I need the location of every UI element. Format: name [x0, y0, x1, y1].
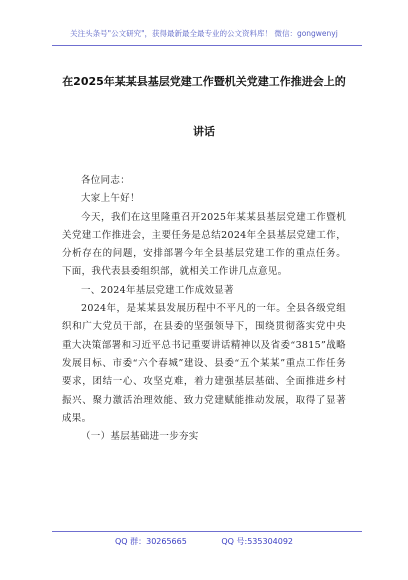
document-title-line1: 在2025年某某县基层党建工作暨机关党建工作推进会上的 — [62, 75, 346, 88]
greeting: 大家上午好！ — [81, 193, 140, 205]
header-note: 关注头条号"公文研究"，获得最新最全最专业的公文资料库！ 微信：gongwenyj — [70, 29, 338, 38]
subsection-heading: （一）基层基础进一步夯实 — [81, 431, 199, 443]
document-body — [62, 172, 346, 446]
salutation: 各位同志： — [81, 175, 131, 186]
document-title-line2: 讲话 — [193, 125, 215, 138]
body-paragraph: 2024年，是某某县发展历程中不平凡的一年。全县各级党组织和广大党员干部，在县委的坚强领导下，围绕贯彻落实党中央重大决策部署和习近平总书记重要讲话精神以及省委“3815”战略发展目标、市委“六个春城”建设、县委“五个某某”重点工作任务要求，团结一心、攻坚克难，着力建强基层基础、全面推进乡村振兴、聚力激活治理效能、致力党建赋能推动发展，取得了显著成果。 — [62, 303, 346, 424]
qq-number: QQ 号:535304092 — [221, 537, 294, 546]
section-heading: 一、2024年基层党建工作成效显著 — [81, 284, 234, 296]
intro-paragraph: 今天，我们在这里隆重召开2025年某某县基层党建工作暨机关党建工作推进会，主要任务是总结2024年全县基层党建工作，分析存在的问题，安排部署今年全县基层党建工作的重点任务。下面，我代表县委组织部，就相关工作讲几点意见。 — [62, 211, 346, 278]
header-divider — [52, 45, 362, 46]
qq-group: QQ 群：30265665 — [114, 537, 187, 546]
footer-divider — [52, 531, 362, 532]
footer — [0, 536, 408, 547]
